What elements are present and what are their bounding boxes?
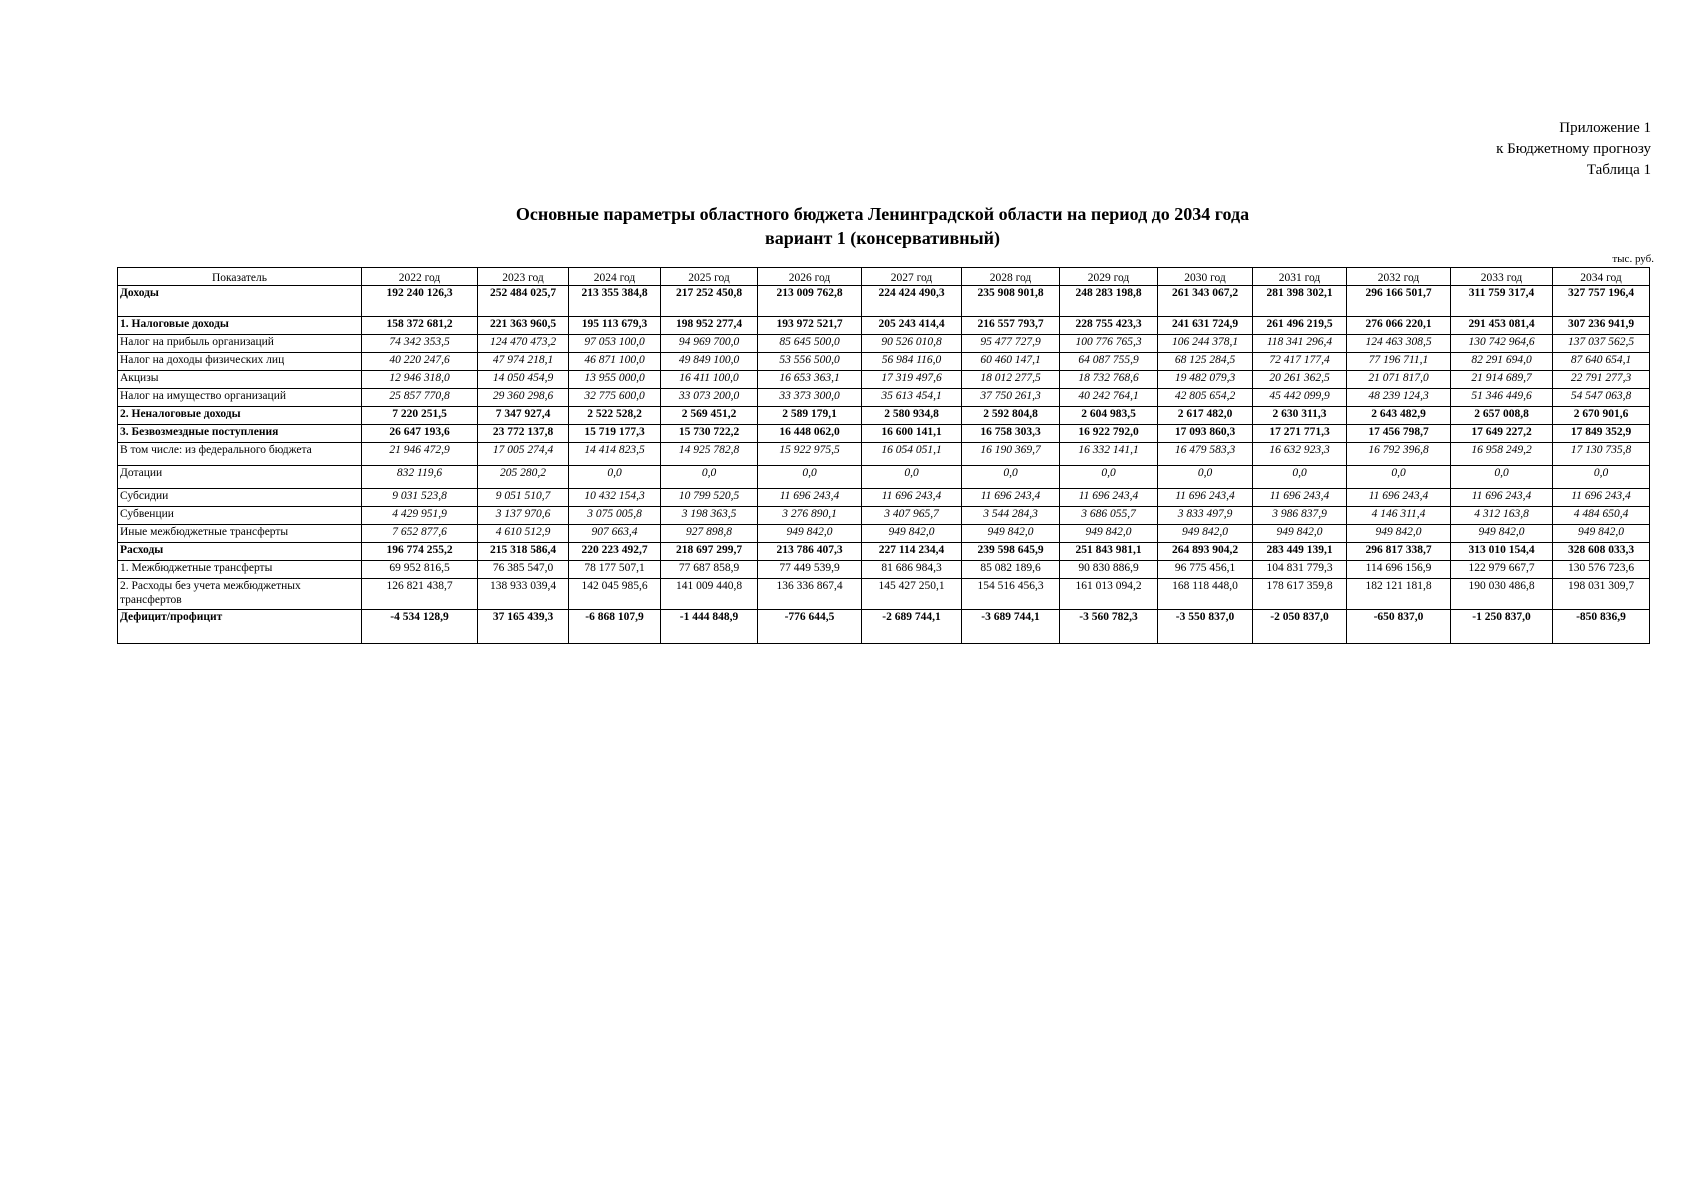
value-cell: 11 696 243,4 [1158,489,1253,507]
value-cell: 16 332 141,1 [1060,443,1158,466]
value-cell: 205 280,2 [478,466,569,489]
value-cell: 296 166 501,7 [1347,286,1451,317]
header-year: 2028 год [962,268,1060,286]
value-cell: 3 075 005,8 [569,507,661,525]
value-cell: 2 643 482,9 [1347,407,1451,425]
value-cell: 16 958 249,2 [1451,443,1553,466]
header-year: 2034 год [1553,268,1650,286]
value-cell: 74 342 353,5 [362,335,478,353]
value-cell: 45 442 099,9 [1253,389,1347,407]
value-cell: 85 082 189,6 [962,561,1060,579]
value-cell: 35 613 454,1 [862,389,962,407]
value-cell: 17 005 274,4 [478,443,569,466]
value-cell: -1 444 848,9 [661,610,758,644]
value-cell: -3 689 744,1 [962,610,1060,644]
value-cell: 3 986 837,9 [1253,507,1347,525]
value-cell: 49 849 100,0 [661,353,758,371]
value-cell: 213 355 384,8 [569,286,661,317]
value-cell: 220 223 492,7 [569,543,661,561]
value-cell: 81 686 984,3 [862,561,962,579]
value-cell: 215 318 586,4 [478,543,569,561]
value-cell: 161 013 094,2 [1060,579,1158,610]
row-label: Дотации [118,466,362,489]
value-cell: 54 547 063,8 [1553,389,1650,407]
value-cell: 7 347 927,4 [478,407,569,425]
value-cell: 7 220 251,5 [362,407,478,425]
table-row [118,353,1650,371]
table-row [118,525,1650,543]
row-label: Субсидии [118,489,362,507]
value-cell: -650 837,0 [1347,610,1451,644]
table-row [118,371,1650,389]
value-cell: 16 792 396,8 [1347,443,1451,466]
value-cell: 114 696 156,9 [1347,561,1451,579]
value-cell: 0,0 [1553,466,1650,489]
value-cell: 145 427 250,1 [862,579,962,610]
value-cell: 16 411 100,0 [661,371,758,389]
row-label: Субвенции [118,507,362,525]
title-line-2: вариант 1 (консервативный) [764,228,1000,248]
value-cell: 104 831 779,3 [1253,561,1347,579]
table-row [118,466,1650,489]
value-cell: 190 030 486,8 [1451,579,1553,610]
value-cell: 182 121 181,8 [1347,579,1451,610]
value-cell: 4 610 512,9 [478,525,569,543]
value-cell: 218 697 299,7 [661,543,758,561]
value-cell: 40 220 247,6 [362,353,478,371]
value-cell: 3 407 965,7 [862,507,962,525]
value-cell: 205 243 414,4 [862,317,962,335]
value-cell: 0,0 [1158,466,1253,489]
value-cell: 10 432 154,3 [569,489,661,507]
value-cell: 0,0 [1347,466,1451,489]
value-cell: -776 644,5 [758,610,862,644]
value-cell: 2 592 804,8 [962,407,1060,425]
value-cell: 154 516 456,3 [962,579,1060,610]
value-cell: 94 969 700,0 [661,335,758,353]
table-header-row [118,268,1650,286]
value-cell: 124 463 308,5 [1347,335,1451,353]
value-cell: 32 775 600,0 [569,389,661,407]
value-cell: 85 645 500,0 [758,335,862,353]
value-cell: 11 696 243,4 [1451,489,1553,507]
value-cell: 126 821 438,7 [362,579,478,610]
value-cell: 3 276 890,1 [758,507,862,525]
value-cell: 12 946 318,0 [362,371,478,389]
value-cell: 307 236 941,9 [1553,317,1650,335]
value-cell: 949 842,0 [1060,525,1158,543]
value-cell: 4 484 650,4 [1553,507,1650,525]
value-cell: 17 271 771,3 [1253,425,1347,443]
value-cell: 118 341 296,4 [1253,335,1347,353]
value-cell: 9 031 523,8 [362,489,478,507]
value-cell: 56 984 116,0 [862,353,962,371]
value-cell: 18 012 277,5 [962,371,1060,389]
row-label: Налог на прибыль организаций [118,335,362,353]
table-row [118,507,1650,525]
value-cell: 2 569 451,2 [661,407,758,425]
value-cell: 198 031 309,7 [1553,579,1650,610]
value-cell: 239 598 645,9 [962,543,1060,561]
value-cell: 0,0 [1060,466,1158,489]
value-cell: 3 198 363,5 [661,507,758,525]
value-cell: 4 429 951,9 [362,507,478,525]
value-cell: 15 730 722,2 [661,425,758,443]
value-cell: 2 617 482,0 [1158,407,1253,425]
value-cell: 311 759 317,4 [1451,286,1553,317]
value-cell: 0,0 [1451,466,1553,489]
value-cell: 72 417 177,4 [1253,353,1347,371]
value-cell: 248 283 198,8 [1060,286,1158,317]
value-cell: 29 360 298,6 [478,389,569,407]
value-cell: 252 484 025,7 [478,286,569,317]
header-year: 2029 год [1060,268,1158,286]
value-cell: 3 833 497,9 [1158,507,1253,525]
value-cell: 19 482 079,3 [1158,371,1253,389]
value-cell: 90 830 886,9 [1060,561,1158,579]
value-cell: 46 871 100,0 [569,353,661,371]
value-cell: 21 946 472,9 [362,443,478,466]
value-cell: 196 774 255,2 [362,543,478,561]
table-row [118,425,1650,443]
value-cell: 20 261 362,5 [1253,371,1347,389]
value-cell: 228 755 423,3 [1060,317,1158,335]
value-cell: 16 600 141,1 [862,425,962,443]
value-cell: 283 449 139,1 [1253,543,1347,561]
value-cell: 221 363 960,5 [478,317,569,335]
value-cell: 949 842,0 [1553,525,1650,543]
value-cell: 17 649 227,2 [1451,425,1553,443]
header-year: 2024 год [569,268,661,286]
value-cell: 195 113 679,3 [569,317,661,335]
value-cell: 11 696 243,4 [758,489,862,507]
table-row [118,407,1650,425]
header-year: 2026 год [758,268,862,286]
value-cell: 42 805 654,2 [1158,389,1253,407]
value-cell: 907 663,4 [569,525,661,543]
value-cell: 21 071 817,0 [1347,371,1451,389]
value-cell: 22 791 277,3 [1553,371,1650,389]
row-label: Расходы [118,543,362,561]
value-cell: 2 670 901,6 [1553,407,1650,425]
table-row [118,317,1650,335]
value-cell: 17 456 798,7 [1347,425,1451,443]
value-cell: 14 925 782,8 [661,443,758,466]
value-cell: 217 252 450,8 [661,286,758,317]
row-label: Налог на доходы физических лиц [118,353,362,371]
value-cell: 100 776 765,3 [1060,335,1158,353]
value-cell: 11 696 243,4 [862,489,962,507]
value-cell: 96 775 456,1 [1158,561,1253,579]
value-cell: 16 190 369,7 [962,443,1060,466]
value-cell: 18 732 768,6 [1060,371,1158,389]
value-cell: 17 130 735,8 [1553,443,1650,466]
value-cell: 23 772 137,8 [478,425,569,443]
value-cell: 16 922 792,0 [1060,425,1158,443]
value-cell: 33 373 300,0 [758,389,862,407]
row-label: Иные межбюджетные трансферты [118,525,362,543]
row-label: Налог на имущество организаций [118,389,362,407]
value-cell: -6 868 107,9 [569,610,661,644]
header-year: 2031 год [1253,268,1347,286]
value-cell: 16 479 583,3 [1158,443,1253,466]
value-cell: 11 696 243,4 [1060,489,1158,507]
table-row [118,389,1650,407]
value-cell: 78 177 507,1 [569,561,661,579]
row-label: 3. Безвозмездные поступления [118,425,362,443]
value-cell: 328 608 033,3 [1553,543,1650,561]
value-cell: 60 460 147,1 [962,353,1060,371]
value-cell: 0,0 [569,466,661,489]
value-cell: 77 196 711,1 [1347,353,1451,371]
value-cell: 949 842,0 [962,525,1060,543]
value-cell: 16 758 303,3 [962,425,1060,443]
value-cell: 198 952 277,4 [661,317,758,335]
value-cell: 97 053 100,0 [569,335,661,353]
value-cell: 0,0 [758,466,862,489]
value-cell: 281 398 302,1 [1253,286,1347,317]
value-cell: -2 689 744,1 [862,610,962,644]
value-cell: 949 842,0 [1253,525,1347,543]
value-cell: 0,0 [661,466,758,489]
value-cell: 68 125 284,5 [1158,353,1253,371]
value-cell: 227 114 234,4 [862,543,962,561]
value-cell: 9 051 510,7 [478,489,569,507]
appendix-header [1496,118,1651,181]
row-label: Дефицит/профицит [118,610,362,644]
value-cell: 15 922 975,5 [758,443,862,466]
row-label: 1. Межбюджетные трансферты [118,561,362,579]
value-cell: 47 974 218,1 [478,353,569,371]
value-cell: 76 385 547,0 [478,561,569,579]
header-year: 2022 год [362,268,478,286]
budget-table [117,267,1650,644]
value-cell: 82 291 694,0 [1451,353,1553,371]
value-cell: 2 580 934,8 [862,407,962,425]
table-row [118,286,1650,317]
value-cell: 313 010 154,4 [1451,543,1553,561]
header-year: 2030 год [1158,268,1253,286]
value-cell: 14 414 823,5 [569,443,661,466]
table-row [118,579,1650,610]
value-cell: 13 955 000,0 [569,371,661,389]
value-cell: 0,0 [1253,466,1347,489]
value-cell: 37 165 439,3 [478,610,569,644]
value-cell: 37 750 261,3 [962,389,1060,407]
value-cell: -2 050 837,0 [1253,610,1347,644]
value-cell: 16 632 923,3 [1253,443,1347,466]
row-label: Акцизы [118,371,362,389]
value-cell: 213 009 762,8 [758,286,862,317]
value-cell: 4 146 311,4 [1347,507,1451,525]
value-cell: 136 336 867,4 [758,579,862,610]
table-body [118,286,1650,644]
value-cell: 95 477 727,9 [962,335,1060,353]
row-label: 1. Налоговые доходы [118,317,362,335]
value-cell: 927 898,8 [661,525,758,543]
value-cell: -3 560 782,3 [1060,610,1158,644]
value-cell: 213 786 407,3 [758,543,862,561]
value-cell: 241 631 724,9 [1158,317,1253,335]
value-cell: 261 343 067,2 [1158,286,1253,317]
value-cell: 949 842,0 [1347,525,1451,543]
header-indicator: Показатель [118,268,362,286]
value-cell: 7 652 877,6 [362,525,478,543]
value-cell: 949 842,0 [758,525,862,543]
value-cell: 16 448 062,0 [758,425,862,443]
value-cell: 17 319 497,6 [862,371,962,389]
value-cell: 25 857 770,8 [362,389,478,407]
value-cell: 130 576 723,6 [1553,561,1650,579]
value-cell: 216 557 793,7 [962,317,1060,335]
header-year: 2023 год [478,268,569,286]
value-cell: 0,0 [862,466,962,489]
appendix-line-2: к Бюджетному прогнозу [1496,141,1651,157]
value-cell: 77 449 539,9 [758,561,862,579]
value-cell: 33 073 200,0 [661,389,758,407]
value-cell: 21 914 689,7 [1451,371,1553,389]
value-cell: 193 972 521,7 [758,317,862,335]
table-row [118,335,1650,353]
value-cell: 10 799 520,5 [661,489,758,507]
value-cell: 17 093 860,3 [1158,425,1253,443]
value-cell: 11 696 243,4 [962,489,1060,507]
value-cell: 261 496 219,5 [1253,317,1347,335]
units-label: тыс. руб. [1612,253,1654,265]
value-cell: 51 346 449,6 [1451,389,1553,407]
header-year: 2033 год [1451,268,1553,286]
value-cell: 14 050 454,9 [478,371,569,389]
value-cell: 4 312 163,8 [1451,507,1553,525]
value-cell: 26 647 193,6 [362,425,478,443]
row-label: 2. Неналоговые доходы [118,407,362,425]
value-cell: 949 842,0 [1158,525,1253,543]
value-cell: 224 424 490,3 [862,286,962,317]
value-cell: -850 836,9 [1553,610,1650,644]
value-cell: -3 550 837,0 [1158,610,1253,644]
value-cell: 17 849 352,9 [1553,425,1650,443]
value-cell: 2 657 008,8 [1451,407,1553,425]
value-cell: 158 372 681,2 [362,317,478,335]
value-cell: -1 250 837,0 [1451,610,1553,644]
value-cell: 192 240 126,3 [362,286,478,317]
value-cell: 124 470 473,2 [478,335,569,353]
value-cell: 130 742 964,6 [1451,335,1553,353]
value-cell: 11 696 243,4 [1253,489,1347,507]
value-cell: 137 037 562,5 [1553,335,1650,353]
table-row [118,610,1650,644]
value-cell: 69 952 816,5 [362,561,478,579]
row-label: В том числе: из федерального бюджета [118,443,362,466]
value-cell: 291 453 081,4 [1451,317,1553,335]
table-row [118,543,1650,561]
document-title [0,202,1697,250]
value-cell: 40 242 764,1 [1060,389,1158,407]
value-cell: 251 843 981,1 [1060,543,1158,561]
row-label: Доходы [118,286,362,317]
value-cell: 16 653 363,1 [758,371,862,389]
value-cell: 0,0 [962,466,1060,489]
row-label: 2. Расходы без учета межбюджетных трансфертов [118,579,362,610]
table-row [118,489,1650,507]
value-cell: 949 842,0 [1451,525,1553,543]
appendix-line-3: Таблица 1 [1586,162,1651,178]
value-cell: 141 009 440,8 [661,579,758,610]
value-cell: 3 686 055,7 [1060,507,1158,525]
table-row [118,443,1650,466]
value-cell: 77 687 858,9 [661,561,758,579]
value-cell: 16 054 051,1 [862,443,962,466]
value-cell: 11 696 243,4 [1347,489,1451,507]
title-line-1: Основные параметры областного бюджета Ленинградской области на период до 2034 года [515,204,1250,224]
value-cell: -4 534 128,9 [362,610,478,644]
value-cell: 2 604 983,5 [1060,407,1158,425]
value-cell: 122 979 667,7 [1451,561,1553,579]
value-cell: 15 719 177,3 [569,425,661,443]
value-cell: 3 544 284,3 [962,507,1060,525]
value-cell: 142 045 985,6 [569,579,661,610]
value-cell: 168 118 448,0 [1158,579,1253,610]
value-cell: 327 757 196,4 [1553,286,1650,317]
header-year: 2027 год [862,268,962,286]
value-cell: 2 589 179,1 [758,407,862,425]
header-year: 2025 год [661,268,758,286]
value-cell: 48 239 124,3 [1347,389,1451,407]
value-cell: 64 087 755,9 [1060,353,1158,371]
header-year: 2032 год [1347,268,1451,286]
value-cell: 53 556 500,0 [758,353,862,371]
value-cell: 178 617 359,8 [1253,579,1347,610]
table-row [118,561,1650,579]
value-cell: 296 817 338,7 [1347,543,1451,561]
value-cell: 276 066 220,1 [1347,317,1451,335]
value-cell: 87 640 654,1 [1553,353,1650,371]
appendix-line-1: Приложение 1 [1559,120,1651,136]
value-cell: 2 522 528,2 [569,407,661,425]
value-cell: 832 119,6 [362,466,478,489]
value-cell: 3 137 970,6 [478,507,569,525]
value-cell: 11 696 243,4 [1553,489,1650,507]
value-cell: 235 908 901,8 [962,286,1060,317]
value-cell: 2 630 311,3 [1253,407,1347,425]
value-cell: 106 244 378,1 [1158,335,1253,353]
value-cell: 138 933 039,4 [478,579,569,610]
value-cell: 90 526 010,8 [862,335,962,353]
value-cell: 949 842,0 [862,525,962,543]
value-cell: 264 893 904,2 [1158,543,1253,561]
